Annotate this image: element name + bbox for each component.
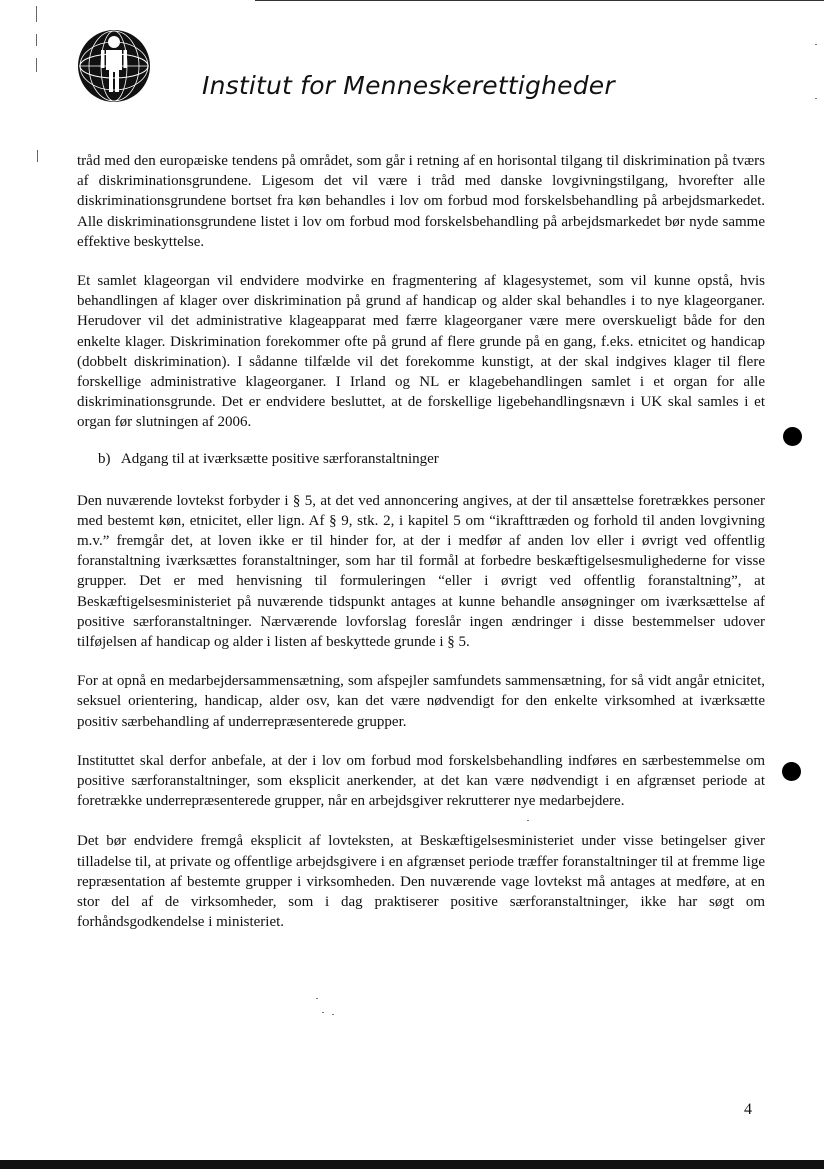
- margin-bullet: [783, 427, 802, 446]
- bottom-border: [0, 1160, 824, 1169]
- scan-mark: [36, 34, 37, 46]
- paragraph: Det bør endvidere fremgå eksplicit af lovteksten, at Beskæftigelsesministeriet under visse betingelser giver tilladelse til, at private og offentlige arbejdsgivere i en afgrænset periode træffer foranstaltninger til at fremme lige repræsentation af bestemte grupper i virksomheden. Den nuværende vage lovtekst må antages at medføre, at en stor del af de virksomheder, som i dag praktiserer positive særforanstaltninger, ikke har søgt om forhåndsgodkendelse i ministeriet.: [77, 833, 765, 931]
- margin-bullet: [782, 762, 801, 781]
- paragraph: For at opnå en medarbejdersammensætning, som afspejler samfundets sammensætning, for så vidt angår etnicitet, seksuel orientering, handicap, alder osv, kan det være nødvendigt for den enkelte virksomhed at iværksætte positiv særbehandling af underrepræsenterede grupper.: [77, 673, 765, 730]
- paragraph: Et samlet klageorgan vil endvidere modvirke en fragmentering af klagesystemet, som vil kunne opstå, hvis behandlingen af klager over diskrimination på grund af handicap og alder skal behandles i to nye klageorganer. Herudover vil det administrative klageapparat med færre klageorganer være mere overskueligt både for den enkelte klager. Diskrimination forekommer ofte på grund af flere grunde på en gang, f.eks. etnicitet og handicap (dobbelt diskrimination). I sådanne tilfælde vil det forekomme kunstigt, at der skal indgives klager til flere forskellige administrative klageorganer. I Irland og NL er klagebehandlingen samlet i et organ for alle diskriminationsgrunde. Det er endvidere besluttet, at de forskellige ligebehandlingsnævn i UK skal samles i et organ før slutningen af 2006.: [77, 273, 765, 431]
- scan-speck: [815, 44, 817, 45]
- scan-mark: [36, 6, 37, 22]
- section-heading: b) Adgang til at iværksætte positive særforanstaltninger: [98, 450, 439, 467]
- paragraph: Instituttet skal derfor anbefale, at der i lov om forbud mod forskelsbehandling indføres en særbestemmelse om positive særforanstaltninger, som eksplicit anerkender, at det kan være nødvendigt i en afgrænset periode at foretrække underrepræsenterede grupper, når en arbejdsgiver rekrutterer nye medarbejdere.: [77, 752, 765, 810]
- scan-speck: [322, 1012, 324, 1013]
- scan-speck: [527, 820, 529, 821]
- scan-speck: [316, 998, 318, 999]
- human-figure-globe-icon: [76, 28, 152, 104]
- paragraph: Den nuværende lovtekst forbyder i § 5, at det ved annoncering angives, at der til ansættelse foretrækkes personer med bestemt køn, etnicitet, eller lign. Af § 9, stk. 2, i kapitel 5 om “ikrafttræden og forhold til anden lovgivning m.v.” fremgår det, at loven ikke er til hinder for, at der i medfør af anden lov eller i øvrigt ved offentlig foranstaltning iværksættes foranstaltninger, som har til formål at forbedre beskæftigelsesmulighederne for visse grupper. Det er med henvisning til formuleringen “eller i øvrigt ved offentlig foranstaltning”, at Beskæftigelsesministeriet på nuværende tidspunkt antages at kunne behandle ansøgninger om iværksættelse af positive særforanstaltninger. Nærværende lovforslag foreslår ingen ændringer i disse bestemmelser udover tilføjelsen af handicap og alder i listen af beskyttede grunde i § 5.: [77, 492, 765, 651]
- scan-mark: [37, 150, 38, 162]
- body-text: [77, 151, 765, 933]
- top-rule: [255, 0, 824, 1]
- paragraph: tråd med den europæiske tendens på området, som går i retning af en horisontal tilgang til diskrimination på tværs af diskriminationsgrundene. Ligesom det vil være i tråd med danske lovgivningstilgang, hvorefter alle diskriminationsgrundene bortset fra køn behandles i lov om forbud mod forskelsbehandling på arbejdsmarkedet. Alle diskriminationsgrundene listet i lov om forbud mod forskelsbehandling på arbejdsmarkedet bør nyde samme effektive beskyttelse.: [77, 153, 765, 250]
- scan-mark: [36, 58, 37, 72]
- scan-speck: [815, 98, 817, 99]
- scan-speck: [332, 1014, 334, 1015]
- page-number: 4: [744, 1101, 752, 1118]
- institute-title: Institut for Menneskerettigheder: [202, 71, 615, 100]
